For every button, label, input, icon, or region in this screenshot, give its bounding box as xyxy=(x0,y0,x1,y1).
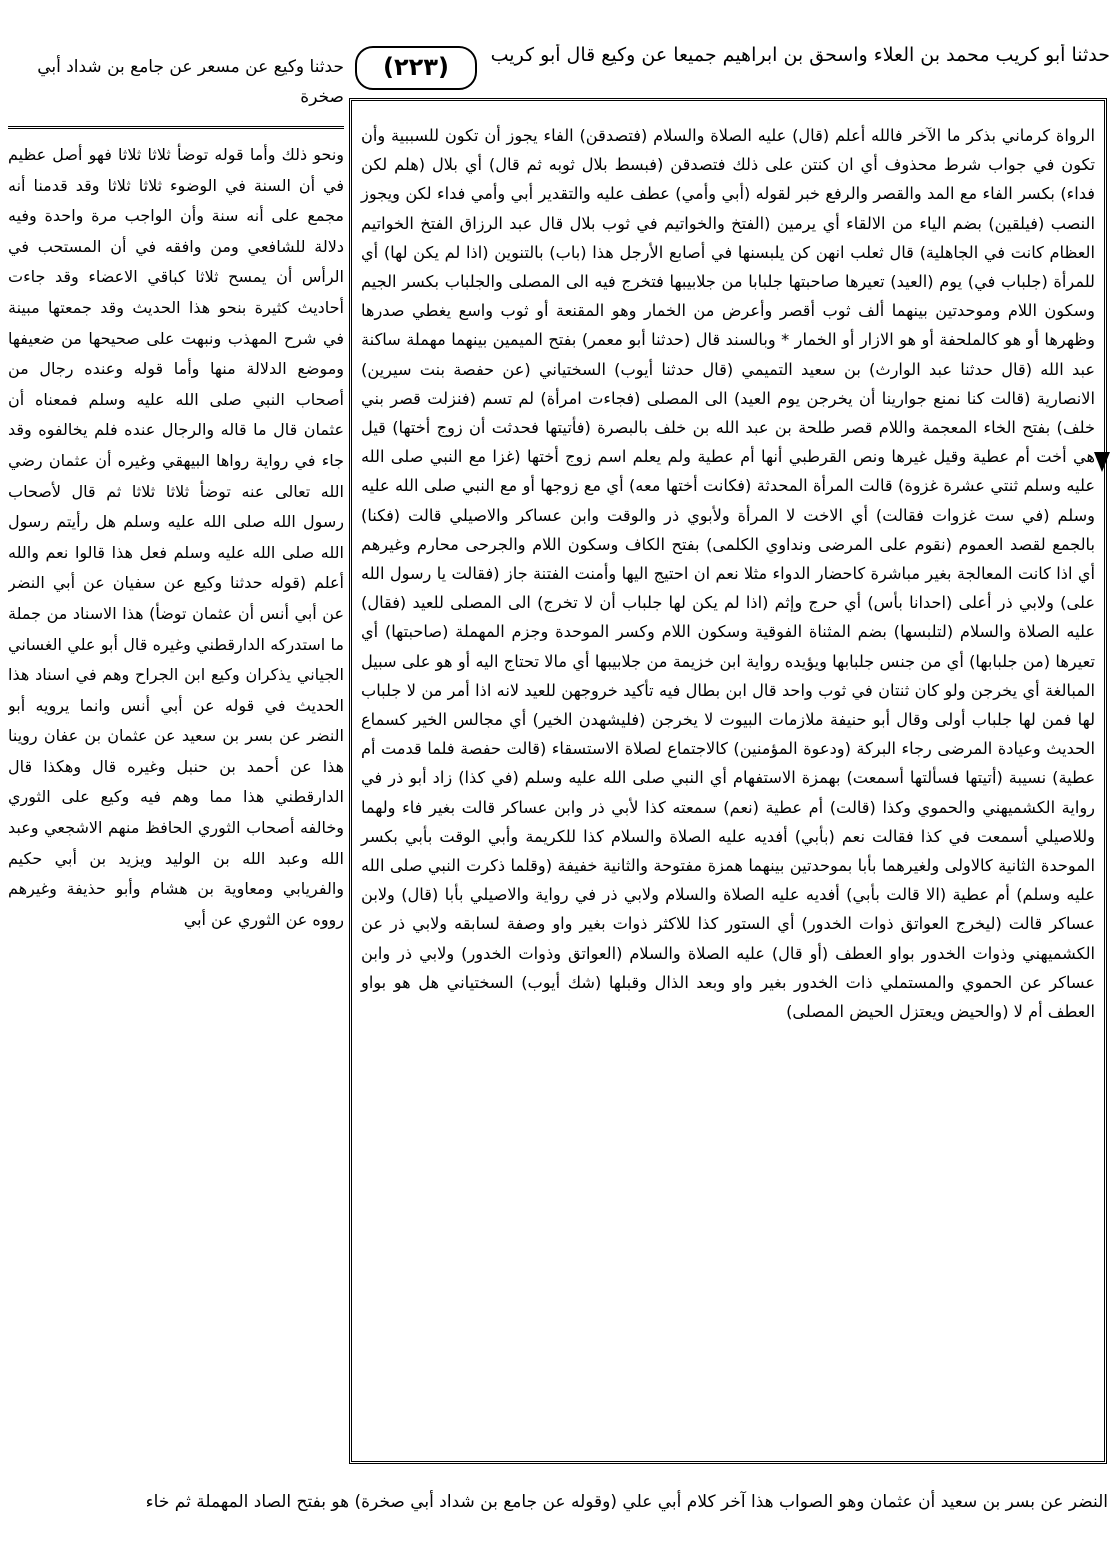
header-main-text: حدثنا أبو كريب محمد بن العلاء واسحق بن ابراهيم جميعا عن وكيع قال أبو كريب xyxy=(490,44,1110,66)
page-number: (٢٢٣) xyxy=(355,46,477,90)
footer-continuation-text: النضر عن بسر بن سعيد أن عثمان وهو الصواب هذا آخر كلام أبي علي (وقوله عن جامع بن شداد أبي صخرة) هو بفتح الصاد المهملة ثم خاء xyxy=(145,1492,1108,1512)
margin-header: حدثنا وكيع عن مسعر عن جامع بن شداد أبي صخرة xyxy=(37,57,344,107)
main-text-frame xyxy=(349,98,1107,1464)
main-commentary-text: الرواة كرماني بذكر ما الآخر فالله أعلم (قال) عليه الصلاة والسلام (فتصدقن) الفاء يجوز أن تكون للسببية وأن تكون في جواب شرط محذوف أي ان كنتن على ذلك فتصدقن (فبسط بلال ثوبه ثم قال) أي بلال (هلم لكن فداء) بكسر الفاء مع المد والقصر والرفع خبر لقوله (أبي وأمي) عطف عليه والتقدير أبي وأمي فداء لكن ويجوز النصب (فيلقين) بضم الياء من الالقاء أي يرمين (الفتخ والخواتيم في ثوب بلال قال عبد الرزاق الفتخ الخواتيم العظام كانت في الجاهلية) قال ثعلب انهن كن يلبسنها في أصابع الأرجل هذا (باب) بالتنوين (اذا لم يكن لها) أي للمرأة (جلباب في) يوم (العيد) تعيرها صاحبتها جلبابا من جلابيبها فتخرج فيه الى المصلى والجلباب بكسر الجيم وسكون اللام وموحدتين بينهما ألف ثوب أقصر وأعرض من الخمار وهو المقنعة أو ثوب واسع يغطي صدرها وظهرها أو هو كالملحفة أو هو الازار أو الخمار * وبالسند قال (حدثنا أبو معمر) بفتح الميمين بينهما مهملة ساكنة عبد الله (قال حدثنا عبد الوارث) بن سعيد التميمي (قال حدثنا أيوب) السختياني (عن حفصة بنت سيرين) الانصارية (قالت كنا نمنع جوارينا أن يخرجن يوم العيد) الى المصلى (فجاءت امرأة) لم تسم (فنزلت قصر بني خلف) بفتح الخاء المعجمة واللام قصر طلحة بن عبد الله بن خلف بالبصرة (فأتيتها فحدثت أن زوج أختها) قيل هي أخت أم عطية وقيل غيرها ونص القرطبي أنها أم عطية ولم يعلم اسم زوج أختها (غزا مع النبي صلى الله عليه وسلم ثنتي عشرة غزوة) قالت المرأة المحدثة (فكانت أختها معه) أي مع زوجها أو مع النبي صلى الله عليه وسلم (في ست غزوات فقالت) أي الاخت لا المرأة ولأبوي ذر والوقت وابن عساكر والاصيلي قالت (فكنا) بالجمع لقصد العموم (نقوم على المرضى ونداوي الكلمى) بفتح الكاف وسكون اللام والجرحى محارم وغيرهم أي اذا كانت المعالجة بغير مباشرة كاحضار الدواء مثلا نعم ان احتيج اليها وأمنت الفتنة جاز (فقالت يا رسول الله على) ولابي ذر أعلى (احدانا بأس) أي حرج وإثم (اذا لم يكن لها جلباب أن لا تخرج) الى المصلى للعيد (فقال) عليه الصلاة والسلام (لتلبسها) بضم المثناة الفوقية وسكون اللام وكسر الموحدة وجزم المهملة (صاحبتها) أي تعيرها (من جلبابها) أي من جنس جلبابها ويؤيده رواية ابن خزيمة من جلابيبها أي مالا تحتاج اليه أو هو على سبيل المبالغة أي يخرجن ولو كان ثنتان في ثوب واحد قال ابن بطال فيه تأكيد خروجهن للعيد لانه اذا أمر من لا جلباب لها فمن لها جلباب أولى وقال أبو حنيفة ملازمات البيوت لا يخرجن (فليشهدن الخير) أي مجالس الخير كسماع الحديث وعيادة المرضى رجاء البركة (ودعوة المؤمنين) كالاجتماع لصلاة الاستسقاء (قالت حفصة فلما قدمت أم عطية) نسيبة (أتيتها فسألتها أسمعت) بهمزة الاستفهام أي النبي صلى الله عليه وسلم (في كذا) زاد أبو ذر في رواية الكشميهني والحموي وكذا (قالت) أم عطية (نعم) سمعته كذا لأبي ذر وابن عساكر قالت بغير فاء ولهما وللاصيلي أسمعت في كذا فقالت نعم (بأبي) أفديه عليه الصلاة والسلام كذا للكريمة وأبي الوقت بأبي بكسر الموحدة الثانية كالاولى ولغيرهما بأبا بموحدتين بينهما همزة مفتوحة والثانية خفيفة (وقلما ذكرت النبي صلى الله عليه وسلم) أم عطية (الا قالت بأبي) أفديه عليه الصلاة والسلام ولابي ذر في رواية والاصيلي بأبا (قال) ولابن عساكر قالت (ليخرج العواتق ذوات الخدور) أي الستور كذا للاكثر ذوات بغير واو وصفة لسابقه ولابي ذر عن الكشميهني وذوات الخدور بواو العطف (أو قال) عليه الصلاة والسلام (العواتق وذوات الخدور) ولابي ذر وابن عساكر عن الحموي والمستملي ذات الخدور بغير واو وبعد الذال وقبلها (شك أيوب) السختياني هل هو بواو العطف أم لا (والحيض ويعتزل الحيض المصلى) xyxy=(361,126,1095,1022)
margin-commentary-text: ونحو ذلك وأما قوله توضأ ثلاثا ثلاثا فهو أصل عظيم في أن السنة في الوضوء ثلاثا ثلاثا وقد قدمنا أنه مجمع على أنه سنة وأن الواجب مرة واحدة وفيه دلالة للشافعي ومن وافقه في أن المستحب في الرأس أن يمسح ثلاثا كباقي الاعضاء وقد جاءت أحاديث كثيرة بنحو هذا الحديث وقد جمعتها مبينة في شرح المهذب ونبهت على صحيحها من ضعيفها وموضع الدلالة منها وأما قوله وعنده رجال من أصحاب النبي صلى الله عليه وسلم فمعناه أن عثمان قال ما قاله والرجال عنده فلم يخالفوه وقد جاء في رواية رواها البيهقي وغيره أن عثمان رضي الله تعالى عنه توضأ ثلاثا ثلاثا ثم قال لأصحاب رسول الله صلى الله عليه وسلم هل رأيتم رسول الله صلى الله عليه وسلم فعل هذا قالوا نعم والله أعلم (قوله حدثنا وكيع عن سفيان عن أبي النضر عن أبي أنس أن عثمان توضأ) هذا الاسناد من جملة ما استدركه الدارقطني وغيره قال أبو علي الغساني الجياني يذكران وكيع ابن الجراح وهم في اسناد هذا الحديث في قوله عن أبي أنس وانما يرويه أبو النضر عن بسر بن سعيد عن عثمان بن عفان روينا هذا عن أحمد بن حنبل وغيره قال وهكذا قال الدارقطني هذا مما وهم فيه وكيع على الثوري وخالفه أصحاب الثوري الحافظ منهم الاشجعي وعبد الله وعبد الله بن الوليد ويزيد بن أبي حكيم والفريابي ومعاوية بن هشام وأبو حذيفة وغيرهم رووه عن الثوري عن أبي xyxy=(8,145,344,929)
page-edge-marker-icon xyxy=(1094,452,1110,472)
margin-divider xyxy=(8,126,344,129)
